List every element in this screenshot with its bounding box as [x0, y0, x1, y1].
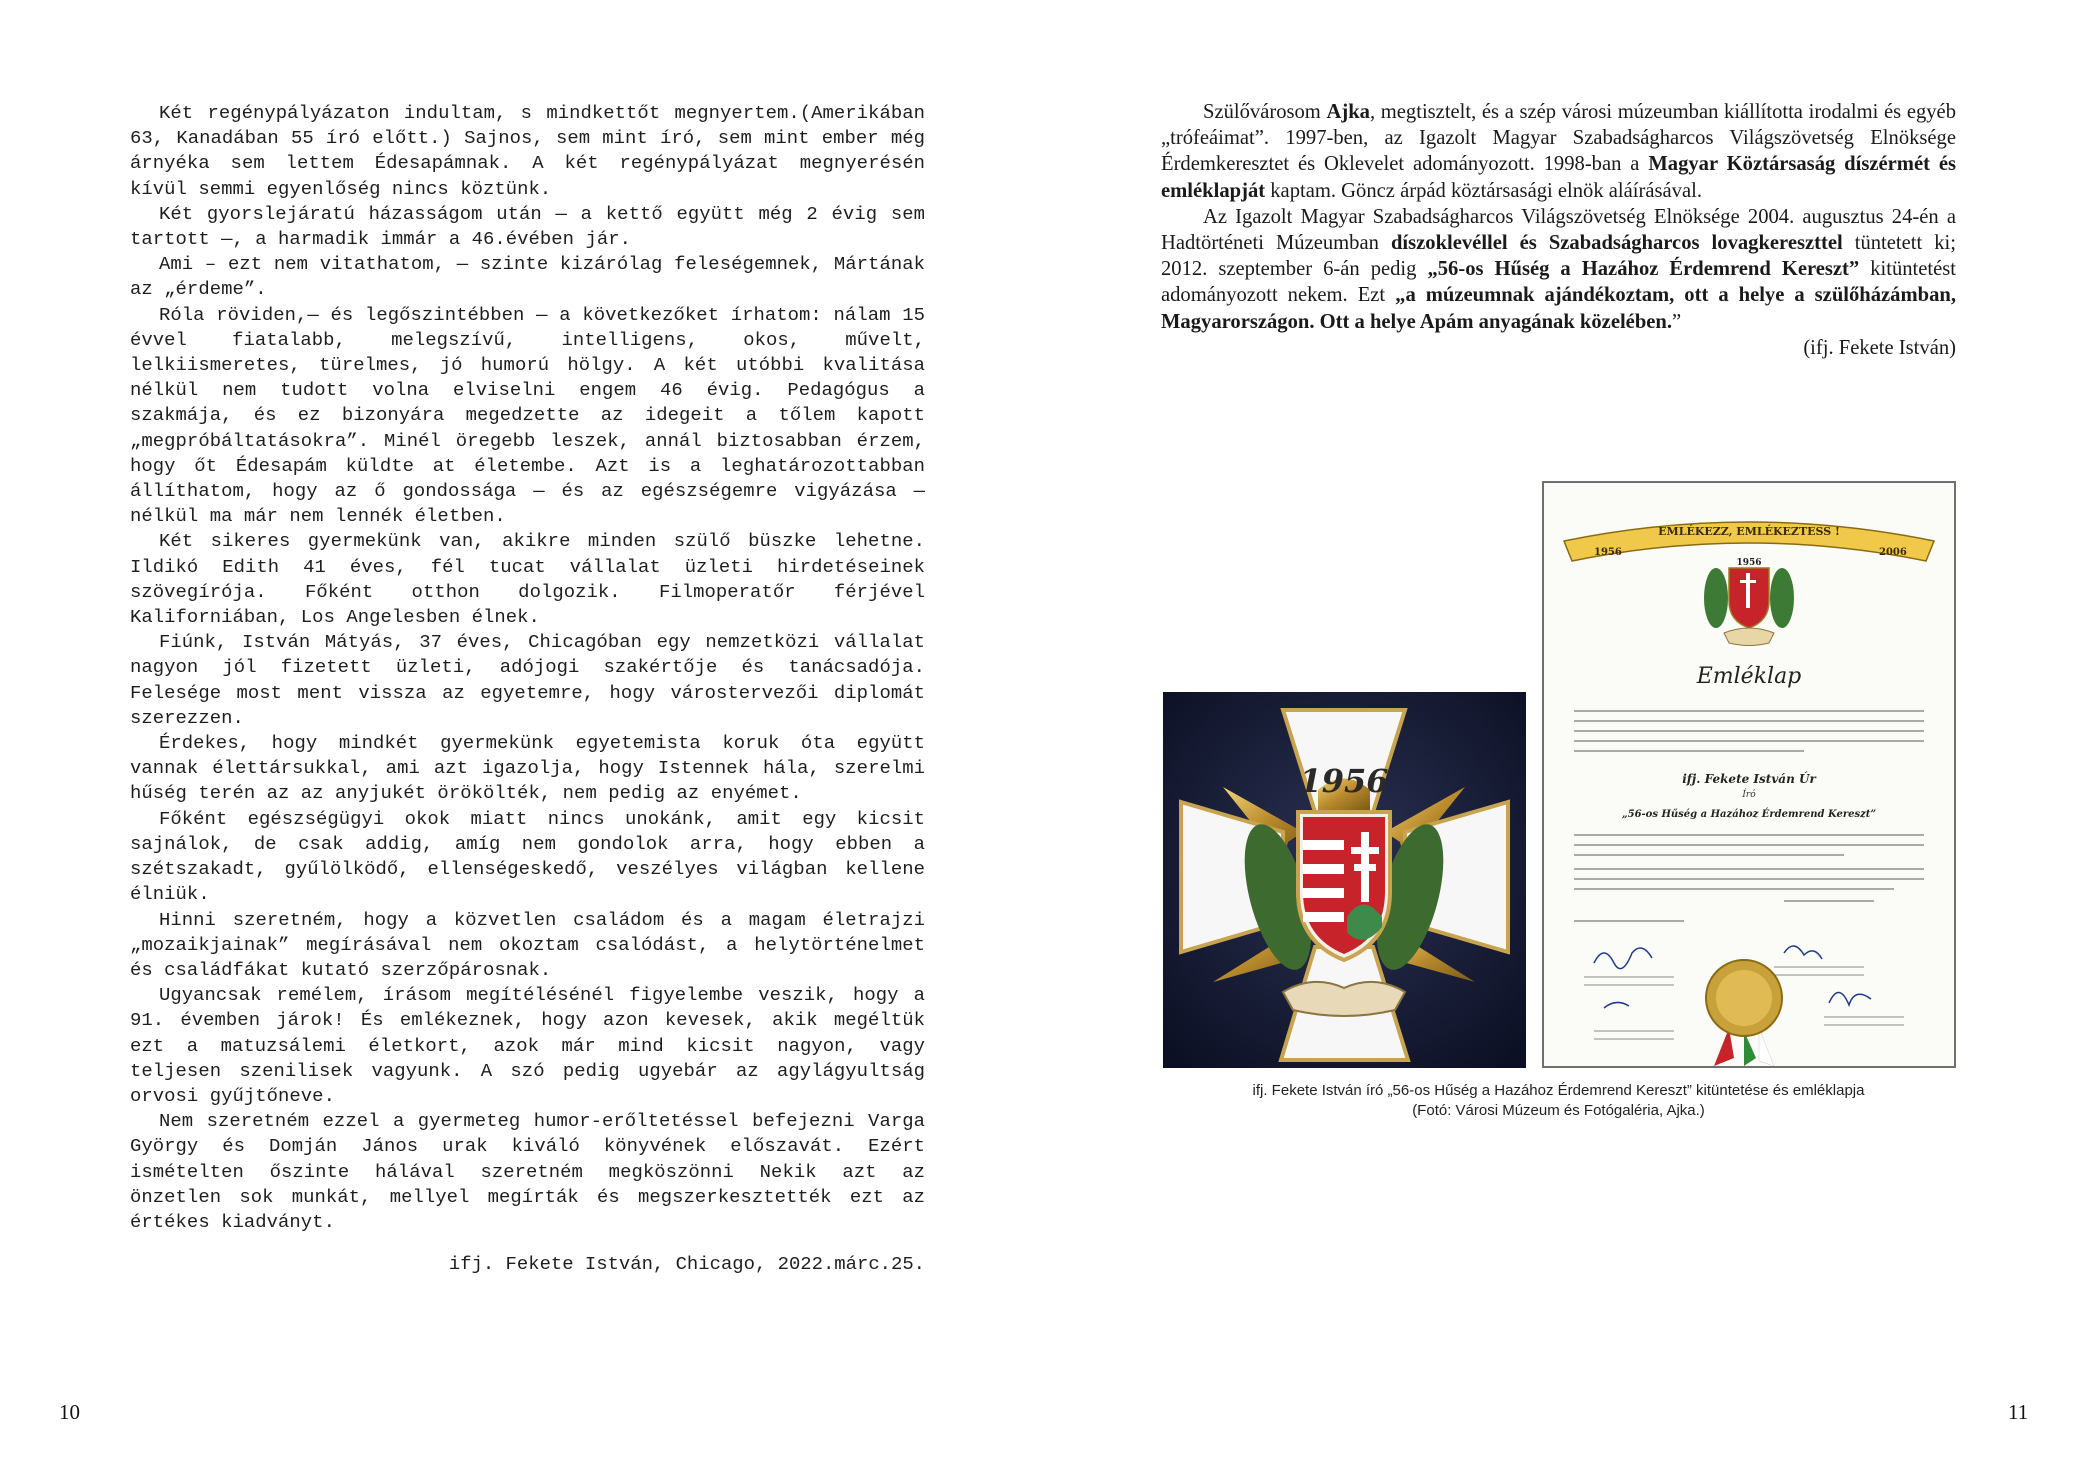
figure-caption	[1161, 1081, 1956, 1121]
text-run: kaptam. Göncz árpád köztársasági elnök aláírásával.	[1265, 179, 1702, 202]
paragraph: Főként egészségügyi okok miatt nincs unokánk, amit egy kicsit sajnálok, de csak addig, amíg nem gondolok arra, hogy ebben a szétszakadt, gyűlölködő, ellenségeskedő, veszélyes világban kellene élniük.	[130, 807, 925, 906]
paragraph: Két gyorslejáratú házasságom után — a kettő együtt még 2 évig sem tartott —, a harmadik immár a 46.évében jár.	[130, 202, 925, 251]
text-run: Az Igazolt Magyar Szabadságharcos Világszövetség Elnöksége 2004. augusztus 24-én a Hadtörténeti Múzeumban	[1161, 205, 1956, 255]
certificate-paper	[1544, 483, 1954, 1066]
quote-credit: (ifj. Fekete István)	[1803, 336, 1956, 359]
banner-year-left: 1956	[1594, 547, 1622, 558]
left-body-text	[130, 101, 925, 1235]
gold-seal	[1706, 960, 1782, 1066]
certificate-title: Emléklap	[1696, 664, 1802, 689]
author-signature-line: ifj. Fekete István, Chicago, 2022.márc.25.	[448, 1253, 925, 1275]
page-number-left: 10	[59, 1400, 80, 1424]
bold-run: díszoklevéllel és Szabadságharcos lovagkereszttel	[1390, 232, 1843, 255]
paragraph-awards	[1161, 204, 1956, 335]
bold-run: „a múzeumnak ajándékoztam, ott a helye a szülőházámban, Magyarországon. Ott a helye Apám anyagának közelében.	[1161, 284, 1956, 333]
recipient-role: Író	[1742, 790, 1756, 800]
text-run: Szülővárosom	[1203, 101, 1327, 123]
paragraph: Két sikeres gyermekünk van, akikre minden szülő büszke lehetne. Ildikó Edith 41 éves, fél tucat vállalat üzleti hirdetéseinek szövegírója. Főként otthon dolgozik. Filmoperatőr férjével Kaliforniában, Los Angelesben élnek.	[130, 530, 925, 629]
paragraph: Hinni szeretném, hogy a közvetlen családom és a magam életrajzi „mozaikjainak” megírásával nem okoztam csalódást, a helytörténelmet és családfákat kutató szerzőpárosnak.	[130, 908, 925, 981]
award-name: „56-os Hűség a Hazához Érdemrend Kereszt”	[1621, 809, 1877, 820]
right-body-text	[1161, 99, 1956, 361]
caption-photo-credit: (Fotó: Városi Múzeum és Fotógaléria, Ajka.)	[1412, 1102, 1705, 1119]
bold-run: Magyar Köztársaság díszérmét és emléklapját	[1161, 153, 1956, 202]
page-number-right: 11	[2008, 1400, 2029, 1424]
certificate-photo	[1542, 481, 1956, 1068]
bold-run: Ajka	[1326, 101, 1370, 123]
paragraph-ajka	[1161, 99, 1956, 204]
bold-run: „56-os Hűség a Hazához Érdemrend Kereszt”	[1427, 258, 1860, 281]
text-run: , megtisztelt, és a szép városi múzeumban kiállította irodalmi és egyéb „trófeáimat”. 1997-ben, az Igazolt Magyar Szabadságharcos Világszövetség Elnöksége Érdemkeresztet és Oklevelet adományozott. 1998-ban a	[1161, 101, 1956, 176]
handshake	[1283, 982, 1405, 1016]
medal-year: 1956	[1299, 762, 1389, 800]
medal-illustration	[1163, 692, 1526, 1068]
text-run: tüntetett ki; 2012. szeptember 6-án pedig	[1161, 232, 1956, 281]
emblem-year: 1956	[1736, 558, 1762, 568]
certificate-emblem	[1704, 558, 1794, 646]
caption-line: ifj. Fekete István író „56-os Hűség a Hazához Érdemrend Kereszt” kitüntetése és emléklapja	[1252, 1082, 1865, 1099]
paragraph: Nem szeretném ezzel a gyermeteg humor-erőltetéssel befejezni Varga György és Domján János urak kiváló könyvének előszavát. Ezért ismételten őszinte hálával szeretném megköszönni Nekik azt az önzetlen sok munkát, mellyel megírták és megszerkesztették ezt az értékes kiadványt.	[130, 1110, 925, 1233]
paragraph: Két regénypályázaton indultam, s mindkettőt megnyertem.(Amerikában 63, Kanadában 55 író előtt.) Sajnos, sem mint író, sem mint ember még árnyéka sem lettem Édesapámnak. A két regénypályázat megnyerésén kívül semmi egyenlőség nincs köztünk.	[130, 102, 925, 200]
text-run: kitüntetést adományozott nekem. Ezt	[1161, 258, 1956, 307]
banner-text: EMLÉKEZZ, EMLÉKEZTESS !	[1658, 525, 1840, 538]
medal-photo	[1163, 692, 1526, 1068]
certificate-illustration	[1544, 483, 1954, 1066]
paragraph: Ugyancsak remélem, írásom megítélésénél figyelembe veszik, hogy a 91. évemben járok! És emlékeznek, hogy azon kevesek, akik megéltük ezt a matuzsálemi életkort, azok már mind kicsit nagyon, vagy teljesen szenilisek vagyunk. A szó pedig ugyebár az agylágyultság orvosi gyűjtőneve.	[130, 984, 925, 1107]
paragraph: Érdekes, hogy mindkét gyermekünk egyetemista koruk óta együtt vannak élettársukkal, ami azt igazolja, hogy Istennek hála, szerelmi hűség terén az az anyjukét örökölték, nem pedig az enyémet.	[130, 732, 925, 805]
paragraph: Fiúnk, István Mátyás, 37 éves, Chicagóban egy nemzetközi vállalat nagyon jól fizetett üzleti, adójogi szakértője és tanácsadója. Felesége most ment vissza az egyetemre, hogy várostervezői diplomát szerezzen.	[130, 631, 925, 729]
paragraph: Róla röviden,— és legőszintébben — a következőket írhatom: nálam 15 évvel fiatalabb, melegszívű, intelligens, okos, művelt, lelkiismeretes, türelmes, jó humorú hölgy. A két utóbbi kvalitása nélkül nem tudott volna elviselni engem 46 évig. Pedagógus a szakmája, és ez bizonyára megedzette az idegeit a tőlem kapott „megpróbáltatásokra”. Minél öregebb leszek, annál biztosabban érzem, hogy őt Édesapám küldte at életembe. Azt is a leghatározottabban állíthatom, hogy az ő gondossága — és az egészségemre vigyázása — nélkül ma már nem lennék életben.	[130, 303, 925, 528]
banner-year-right: 2006	[1879, 547, 1907, 558]
text-run: ”	[1672, 310, 1682, 333]
recipient-name: ifj. Fekete István Úr	[1682, 772, 1816, 786]
paragraph: Ami – ezt nem vitathatom, — szinte kizárólag feleségemnek, Mártának az „érdeme”.	[130, 253, 925, 301]
